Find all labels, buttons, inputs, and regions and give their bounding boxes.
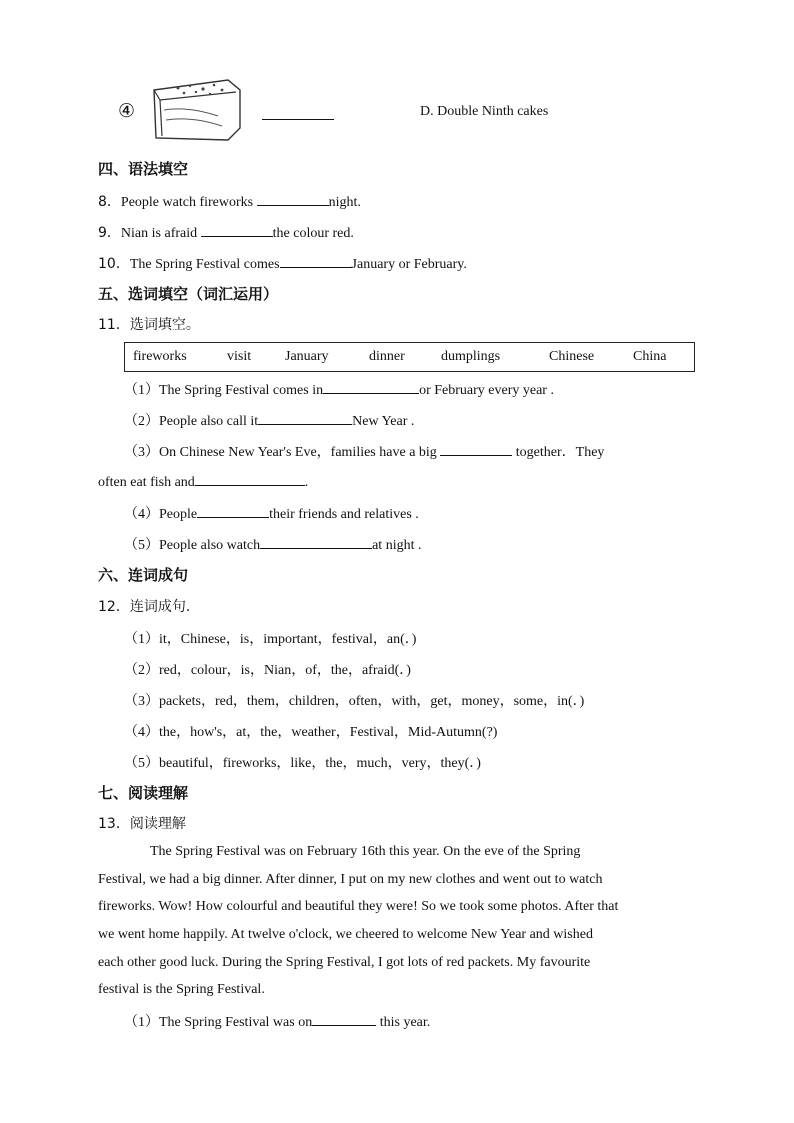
sub-question-text: or February every year . [419,383,554,398]
question-text: the colour red. [272,226,354,241]
sub-question-text: People also call it [159,414,259,429]
answer-blank[interactable] [195,472,305,486]
sub-question-4 [124,503,419,523]
word-bank-item: fireworks [133,349,187,364]
sub-question-3-continued [98,472,308,491]
sub-question-5 [124,534,421,554]
sub-question-text: at night . [372,538,422,553]
question-number: 9． [98,225,121,241]
word-order-item-5 [124,752,481,772]
sub-question-number: （3） [124,445,159,460]
sub-question-number: （5） [124,756,159,771]
section-title: 六、连词成句 [98,566,189,584]
question-12-title [98,596,190,616]
question-10 [98,253,467,273]
sub-question-text: People also watch [159,538,261,553]
section-title: 四、语法填空 [98,160,189,178]
word-bank-box [124,342,695,372]
passage-line: The Spring Festival was on February 16th this year. On the eve of the Spring [150,844,581,859]
section-title: 五、选词填空（词汇运用） [98,285,279,303]
answer-blank[interactable] [280,254,352,268]
answer-blank[interactable] [312,1012,376,1026]
sub-question-text: this year. [379,1015,431,1030]
answer-blank[interactable] [323,380,419,394]
question-13-title [98,813,186,833]
word-order-item-1 [124,628,416,648]
sub-question-number: （4） [124,507,159,522]
sub-question-number: （5） [124,538,159,553]
sub-question-text: together．They [515,445,605,460]
question-number: 8． [98,194,121,210]
sub-question-number: （2） [124,663,159,678]
word-order-item-4 [124,721,497,741]
question-text: People watch fireworks [120,195,254,210]
answer-blank[interactable] [257,192,329,206]
question-title: 选词填空。 [129,317,200,333]
sub-question-text: often eat fish and [98,475,195,490]
sub-question-number: （4） [124,725,159,740]
sub-question-text: People [159,507,198,522]
answer-blank[interactable] [262,106,334,120]
option-d: D. Double Ninth cakes [420,104,549,119]
word-bank-item: January [285,349,329,364]
sub-question-text: their friends and relatives . [269,507,419,522]
answer-blank[interactable] [197,504,269,518]
sub-question-number: （1） [124,1015,159,1030]
passage-line: fireworks. Wow! How colourful and beautiful they were! So we took some photos. After that [98,899,619,914]
scrambled-words: the，how's，at，the，weather，Festival，Mid-Autumn(?) [159,725,498,740]
answer-blank[interactable] [258,411,352,425]
answer-blank[interactable] [440,442,512,456]
word-bank-item: visit [227,349,252,364]
sub-question-3 [124,441,604,461]
word-bank-item: Chinese [549,349,595,364]
question-11-title [98,314,200,334]
sub-question-number: （1） [124,383,159,398]
passage-line: festival is the Spring Festival. [98,982,265,997]
answer-blank[interactable] [201,223,273,237]
question-number: 13． [98,816,130,832]
sub-question-text: . [304,475,309,490]
sub-question-2 [124,410,414,430]
question-text: January or February. [351,257,467,272]
question-title: 连词成句. [129,599,191,615]
word-order-item-3 [124,690,584,710]
item-marker: ④ [118,100,136,122]
sub-question-number: （3） [124,694,159,709]
passage-line: we went home happily. At twelve o'clock, we cheered to welcome New Year and wished [98,927,593,942]
sub-question-text: The Spring Festival comes in [159,383,324,398]
question-text: night. [328,195,361,210]
scrambled-words: it，Chinese，is，important，festival，an(．) [159,632,417,647]
sub-question-number: （2） [124,414,159,429]
question-number: 12． [98,599,130,615]
word-bank-item: dumplings [441,349,501,364]
sub-question-1 [124,379,554,399]
question-8 [98,191,361,211]
scrambled-words: red，colour，is，Nian，of，the，afraid(．) [159,663,411,678]
answer-blank[interactable] [260,535,372,549]
question-text: The Spring Festival comes [129,257,280,272]
word-order-item-2 [124,659,411,679]
double-ninth-cake-image [148,76,244,144]
word-bank-item: dinner [369,349,405,364]
passage-line: Festival, we had a big dinner. After dinner, I put on my new clothes and went out to watch [98,872,603,887]
section-title: 七、阅读理解 [98,784,189,802]
reading-question-1 [124,1011,430,1031]
question-number: 10． [98,256,130,272]
sub-question-text: The Spring Festival was on [159,1015,313,1030]
sub-question-text: New Year . [352,414,415,429]
sub-question-number: （1） [124,632,159,647]
scrambled-words: beautiful，fireworks，like，the，much，very，they(．) [159,756,481,771]
question-title: 阅读理解 [129,816,186,832]
scrambled-words: packets，red，them，children，often，with，get，money，some，in(．) [159,694,585,709]
question-9 [98,222,354,242]
passage-line: each other good luck. During the Spring Festival, I got lots of red packets. My favourite [98,955,591,970]
sub-question-text: On Chinese New Year's Eve，families have a big [159,445,437,460]
question-number: 11． [98,317,130,333]
question-text: Nian is afraid [120,226,198,241]
word-bank-item: China [633,349,667,364]
